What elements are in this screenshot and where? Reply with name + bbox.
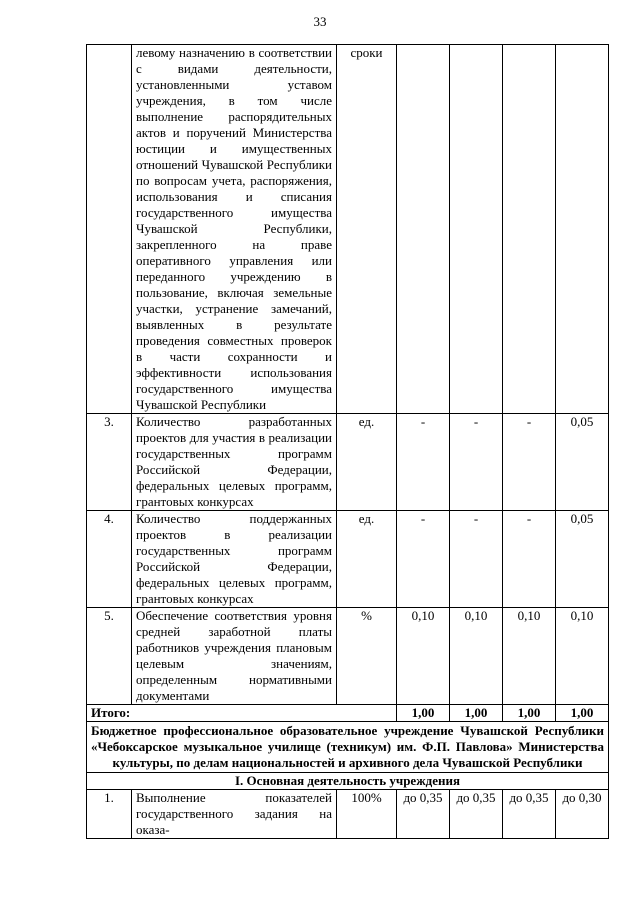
section-title: I. Основная деятельность учреждения [87,773,609,790]
institution-row [87,722,609,773]
table-row [87,414,609,511]
section-row [87,773,609,790]
institution-title: Бюджетное профессиональное образовательное учреждение Чувашской Республики «Чебоксарское музыкальное училище (техникум) им. Ф.П. Павлова» Министерства культуры, по делам национальностей и архивного дела Чувашской Республики [87,722,609,773]
value-2: - [450,414,503,511]
value-3: до 0,35 [503,790,556,839]
value-2: 0,10 [450,608,503,705]
unit: 100% [337,790,397,839]
indicator-text: Количество поддержанных проектов в реализации государственных программ Российской Федерации, федеральных целевых программ, грантовых конкурсах [132,511,337,608]
row-number: 4. [87,511,132,608]
page-number: 33 [313,14,327,29]
value-1: - [397,511,450,608]
table-row [87,511,609,608]
value-1: - [397,414,450,511]
total-value-1: 1,00 [397,705,450,722]
row-number [87,45,132,414]
table-row [87,45,609,414]
unit: % [337,608,397,705]
unit: сроки [337,45,397,414]
unit: ед. [337,511,397,608]
indicator-text: Количество разработанных проектов для участия в реализации государственных программ Российской Федерации, федеральных целевых программ, грантовых конкурсах [132,414,337,511]
value-2 [450,45,503,414]
table-row [87,608,609,705]
table-row [87,790,609,839]
value-4: 0,10 [556,608,609,705]
unit: ед. [337,414,397,511]
row-number: 1. [87,790,132,839]
value-4: 0,05 [556,414,609,511]
indicators-table [86,44,609,839]
value-2: - [450,511,503,608]
value-2: до 0,35 [450,790,503,839]
row-number: 5. [87,608,132,705]
total-row [87,705,609,722]
total-value-3: 1,00 [503,705,556,722]
value-3: - [503,414,556,511]
value-4: до 0,30 [556,790,609,839]
row-number: 3. [87,414,132,511]
indicator-text: Обеспечение соответствия уровня средней заработной платы работников учреждения плановым целевым значениям, определенным нормативными документами [132,608,337,705]
total-value-4: 1,00 [556,705,609,722]
value-3: - [503,511,556,608]
value-3 [503,45,556,414]
value-4 [556,45,609,414]
total-value-2: 1,00 [450,705,503,722]
value-1 [397,45,450,414]
value-3: 0,10 [503,608,556,705]
value-1: до 0,35 [397,790,450,839]
indicator-text: левому назначению в соответствии с видами деятельности, установленными уставом учреждения, в том числе выполнение распорядительных актов и поручений Министерства юстиции и имущественных отношений Чувашской Республики по вопросам учета, распоряжения, использования и списания государственного имущества Чувашской Республики, закрепленного на праве оперативного управления или переданного учреждению в пользование, включая земельные участки, устранение замечаний, выявленных в результате проведения совместных проверок в части сохранности и эффективности использования государственного имущества Чувашской Республики [132,45,337,414]
value-1: 0,10 [397,608,450,705]
value-4: 0,05 [556,511,609,608]
total-label: Итого: [87,705,397,722]
indicator-text: Выполнение показателей государственного задания на оказа- [132,790,337,839]
